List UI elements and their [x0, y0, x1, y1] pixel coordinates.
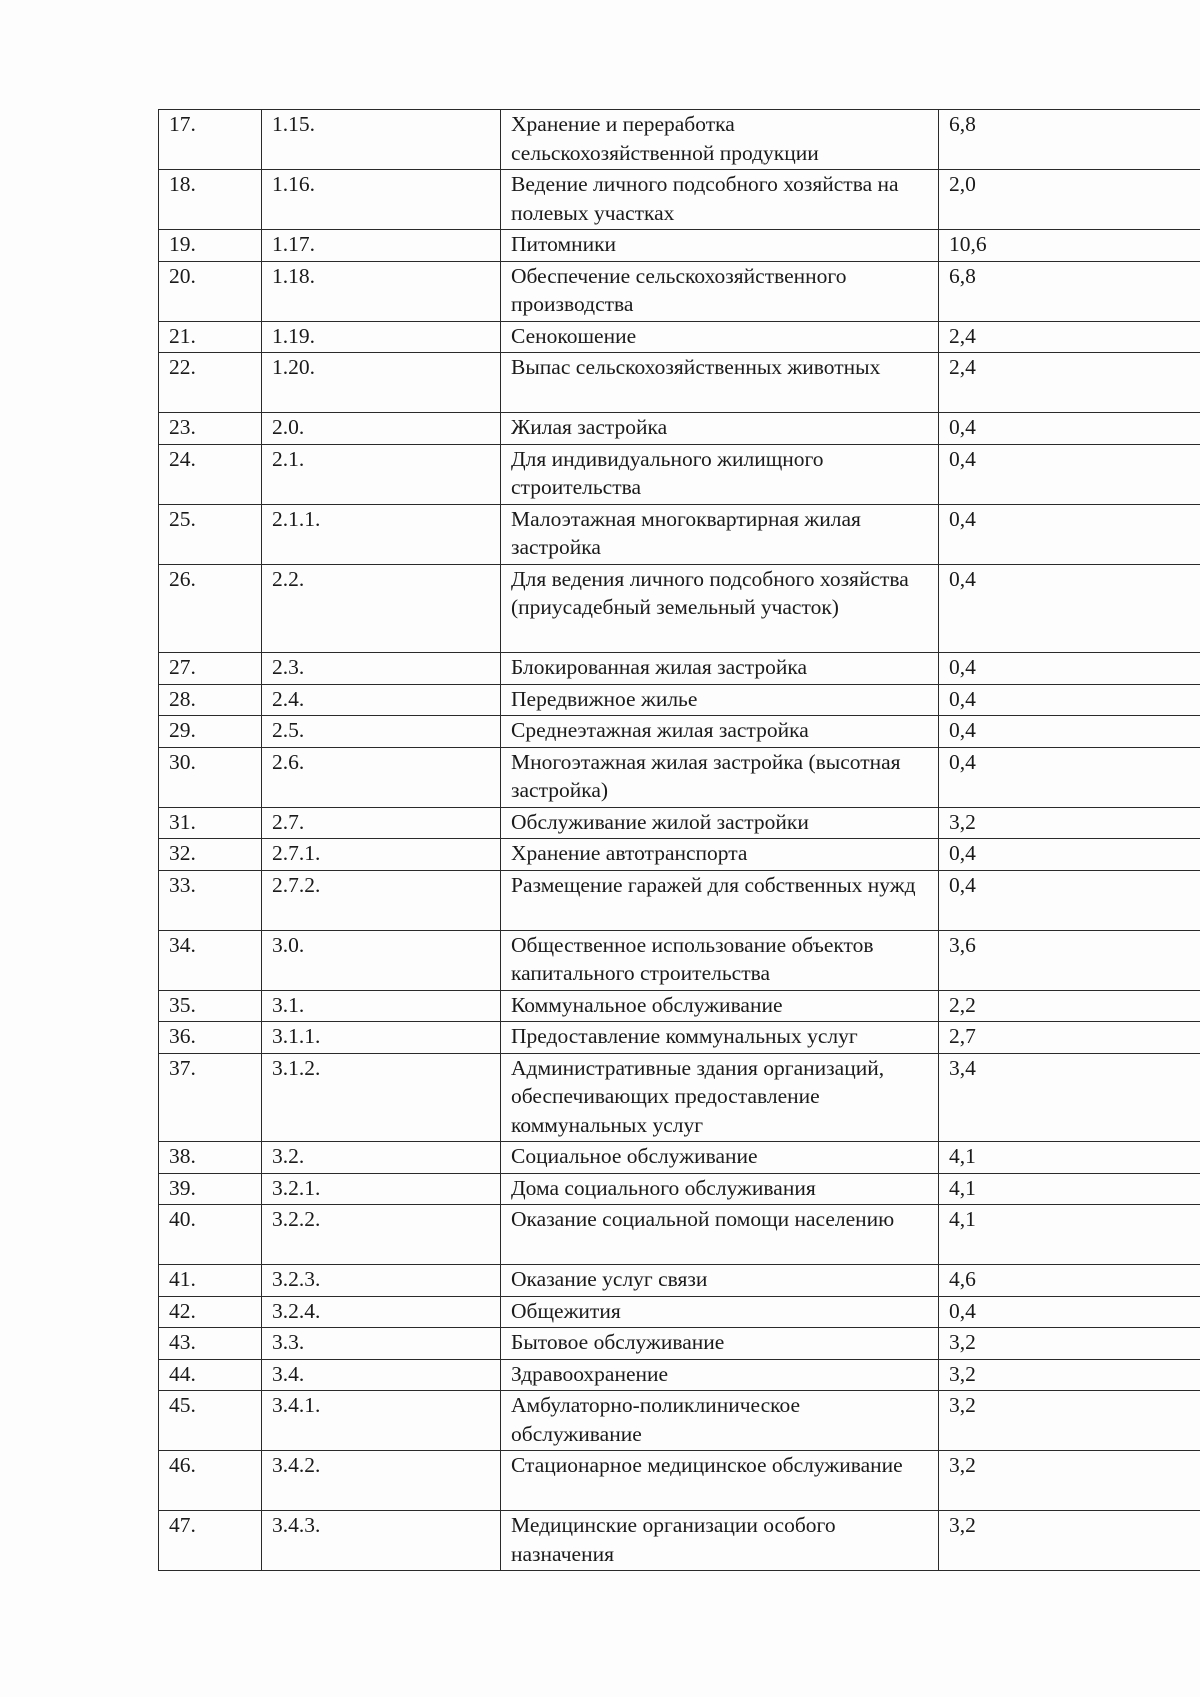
table-row — [159, 807, 1200, 839]
table-row — [159, 1328, 1200, 1360]
land-use-name-cell: Среднеэтажная жилая застройка — [501, 716, 939, 748]
land-use-name-cell: Для индивидуального жилищного строительства — [501, 444, 939, 504]
land-use-name-cell: Общественное использование объектов капитального строительства — [501, 930, 939, 990]
row-number-cell: 31. — [159, 807, 262, 839]
land-use-name-cell: Обеспечение сельскохозяйственного производства — [501, 261, 939, 321]
value-cell: 0,4 — [939, 564, 1200, 653]
classifier-code-cell: 1.20. — [262, 353, 501, 413]
table-row — [159, 1053, 1200, 1142]
value-cell: 4,1 — [939, 1205, 1200, 1265]
table-row — [159, 1451, 1200, 1511]
classifier-code-cell: 3.2.3. — [262, 1265, 501, 1297]
row-number-cell: 40. — [159, 1205, 262, 1265]
land-use-name-cell: Дома социального обслуживания — [501, 1173, 939, 1205]
classifier-code-cell: 2.4. — [262, 684, 501, 716]
table-row — [159, 230, 1200, 262]
value-cell: 2,7 — [939, 1022, 1200, 1054]
value-cell: 0,4 — [939, 1296, 1200, 1328]
row-number-cell: 30. — [159, 747, 262, 807]
land-use-name-cell: Жилая застройка — [501, 413, 939, 445]
row-number-cell: 37. — [159, 1053, 262, 1142]
classifier-code-cell: 3.2. — [262, 1142, 501, 1174]
row-number-cell: 36. — [159, 1022, 262, 1054]
classifier-code-cell: 2.7. — [262, 807, 501, 839]
row-number-cell: 45. — [159, 1391, 262, 1451]
value-cell: 6,8 — [939, 261, 1200, 321]
value-cell: 0,4 — [939, 747, 1200, 807]
row-number-cell: 27. — [159, 653, 262, 685]
value-cell: 4,1 — [939, 1142, 1200, 1174]
land-use-table — [158, 109, 1200, 1571]
classifier-code-cell: 3.1.2. — [262, 1053, 501, 1142]
land-use-name-cell: Оказание социальной помощи населению — [501, 1205, 939, 1265]
value-cell: 0,4 — [939, 444, 1200, 504]
classifier-code-cell: 3.2.2. — [262, 1205, 501, 1265]
classifier-code-cell: 2.3. — [262, 653, 501, 685]
classifier-code-cell: 1.19. — [262, 321, 501, 353]
classifier-code-cell: 3.0. — [262, 930, 501, 990]
row-number-cell: 17. — [159, 110, 262, 170]
land-use-name-cell: Для ведения личного подсобного хозяйства (приусадебный земельный участок) — [501, 564, 939, 653]
classifier-code-cell: 3.4.3. — [262, 1511, 501, 1571]
value-cell: 3,6 — [939, 930, 1200, 990]
land-use-name-cell: Медицинские организации особого назначения — [501, 1511, 939, 1571]
row-number-cell: 29. — [159, 716, 262, 748]
value-cell: 4,1 — [939, 1173, 1200, 1205]
land-use-name-cell: Административные здания организаций, обеспечивающих предоставление коммунальных услуг — [501, 1053, 939, 1142]
value-cell: 3,2 — [939, 1511, 1200, 1571]
table-row — [159, 1359, 1200, 1391]
value-cell: 0,4 — [939, 839, 1200, 871]
classifier-code-cell: 1.17. — [262, 230, 501, 262]
value-cell: 0,4 — [939, 413, 1200, 445]
value-cell: 2,4 — [939, 321, 1200, 353]
table-row — [159, 170, 1200, 230]
table-row — [159, 504, 1200, 564]
row-number-cell: 43. — [159, 1328, 262, 1360]
classifier-code-cell: 2.6. — [262, 747, 501, 807]
table-row — [159, 747, 1200, 807]
value-cell: 2,0 — [939, 170, 1200, 230]
value-cell: 2,2 — [939, 990, 1200, 1022]
table-row — [159, 321, 1200, 353]
value-cell: 2,4 — [939, 353, 1200, 413]
table-row — [159, 653, 1200, 685]
row-number-cell: 22. — [159, 353, 262, 413]
table-row — [159, 930, 1200, 990]
table-row — [159, 1296, 1200, 1328]
table-row — [159, 1142, 1200, 1174]
table-row — [159, 1022, 1200, 1054]
land-use-name-cell: Выпас сельскохозяйственных животных — [501, 353, 939, 413]
classifier-code-cell: 3.4.1. — [262, 1391, 501, 1451]
classifier-code-cell: 2.7.1. — [262, 839, 501, 871]
row-number-cell: 32. — [159, 839, 262, 871]
table-row — [159, 1205, 1200, 1265]
classifier-code-cell: 2.5. — [262, 716, 501, 748]
classifier-code-cell: 1.15. — [262, 110, 501, 170]
land-use-name-cell: Размещение гаражей для собственных нужд — [501, 870, 939, 930]
row-number-cell: 35. — [159, 990, 262, 1022]
land-use-name-cell: Хранение и переработка сельскохозяйственной продукции — [501, 110, 939, 170]
row-number-cell: 28. — [159, 684, 262, 716]
land-use-name-cell: Передвижное жилье — [501, 684, 939, 716]
table-row — [159, 1265, 1200, 1297]
land-use-name-cell: Бытовое обслуживание — [501, 1328, 939, 1360]
table-body — [159, 110, 1200, 1571]
classifier-code-cell: 3.3. — [262, 1328, 501, 1360]
row-number-cell: 46. — [159, 1451, 262, 1511]
value-cell: 0,4 — [939, 504, 1200, 564]
table-row — [159, 990, 1200, 1022]
value-cell: 0,4 — [939, 870, 1200, 930]
table-row — [159, 564, 1200, 653]
land-use-name-cell: Ведение личного подсобного хозяйства на полевых участках — [501, 170, 939, 230]
table-row — [159, 716, 1200, 748]
row-number-cell: 21. — [159, 321, 262, 353]
land-use-name-cell: Предоставление коммунальных услуг — [501, 1022, 939, 1054]
table-row — [159, 839, 1200, 871]
classifier-code-cell: 3.2.1. — [262, 1173, 501, 1205]
land-use-name-cell: Многоэтажная жилая застройка (высотная застройка) — [501, 747, 939, 807]
land-use-name-cell: Коммунальное обслуживание — [501, 990, 939, 1022]
row-number-cell: 23. — [159, 413, 262, 445]
value-cell: 6,8 — [939, 110, 1200, 170]
row-number-cell: 47. — [159, 1511, 262, 1571]
value-cell: 0,4 — [939, 653, 1200, 685]
table-row — [159, 444, 1200, 504]
value-cell: 3,4 — [939, 1053, 1200, 1142]
row-number-cell: 39. — [159, 1173, 262, 1205]
row-number-cell: 25. — [159, 504, 262, 564]
classifier-code-cell: 3.4. — [262, 1359, 501, 1391]
table-row — [159, 684, 1200, 716]
land-use-name-cell: Обслуживание жилой застройки — [501, 807, 939, 839]
row-number-cell: 38. — [159, 1142, 262, 1174]
classifier-code-cell: 2.7.2. — [262, 870, 501, 930]
land-use-name-cell: Сенокошение — [501, 321, 939, 353]
land-use-name-cell: Здравоохранение — [501, 1359, 939, 1391]
classifier-code-cell: 2.1. — [262, 444, 501, 504]
row-number-cell: 33. — [159, 870, 262, 930]
row-number-cell: 42. — [159, 1296, 262, 1328]
row-number-cell: 44. — [159, 1359, 262, 1391]
value-cell: 0,4 — [939, 684, 1200, 716]
classifier-code-cell: 1.18. — [262, 261, 501, 321]
table-row — [159, 413, 1200, 445]
row-number-cell: 24. — [159, 444, 262, 504]
table-row — [159, 110, 1200, 170]
value-cell: 3,2 — [939, 1391, 1200, 1451]
land-use-name-cell: Стационарное медицинское обслуживание — [501, 1451, 939, 1511]
land-use-name-cell: Общежития — [501, 1296, 939, 1328]
value-cell: 3,2 — [939, 1451, 1200, 1511]
row-number-cell: 19. — [159, 230, 262, 262]
row-number-cell: 34. — [159, 930, 262, 990]
value-cell: 0,4 — [939, 716, 1200, 748]
value-cell: 3,2 — [939, 1359, 1200, 1391]
row-number-cell: 41. — [159, 1265, 262, 1297]
table-row — [159, 1511, 1200, 1571]
classifier-code-cell: 3.4.2. — [262, 1451, 501, 1511]
value-cell: 10,6 — [939, 230, 1200, 262]
classifier-code-cell: 3.1.1. — [262, 1022, 501, 1054]
table-row — [159, 870, 1200, 930]
classifier-code-cell: 3.2.4. — [262, 1296, 501, 1328]
value-cell: 4,6 — [939, 1265, 1200, 1297]
land-use-name-cell: Хранение автотранспорта — [501, 839, 939, 871]
land-use-name-cell: Блокированная жилая застройка — [501, 653, 939, 685]
land-use-name-cell: Социальное обслуживание — [501, 1142, 939, 1174]
classifier-code-cell: 3.1. — [262, 990, 501, 1022]
row-number-cell: 26. — [159, 564, 262, 653]
table-row — [159, 353, 1200, 413]
row-number-cell: 20. — [159, 261, 262, 321]
land-use-name-cell: Амбулаторно-поликлиническое обслуживание — [501, 1391, 939, 1451]
row-number-cell: 18. — [159, 170, 262, 230]
classifier-code-cell: 2.1.1. — [262, 504, 501, 564]
table-row — [159, 261, 1200, 321]
table-row — [159, 1391, 1200, 1451]
classifier-code-cell: 2.2. — [262, 564, 501, 653]
table-row — [159, 1173, 1200, 1205]
land-use-name-cell: Оказание услуг связи — [501, 1265, 939, 1297]
land-use-name-cell: Питомники — [501, 230, 939, 262]
classifier-code-cell: 1.16. — [262, 170, 501, 230]
classifier-code-cell: 2.0. — [262, 413, 501, 445]
land-use-name-cell: Малоэтажная многоквартирная жилая застройка — [501, 504, 939, 564]
value-cell: 3,2 — [939, 1328, 1200, 1360]
value-cell: 3,2 — [939, 807, 1200, 839]
